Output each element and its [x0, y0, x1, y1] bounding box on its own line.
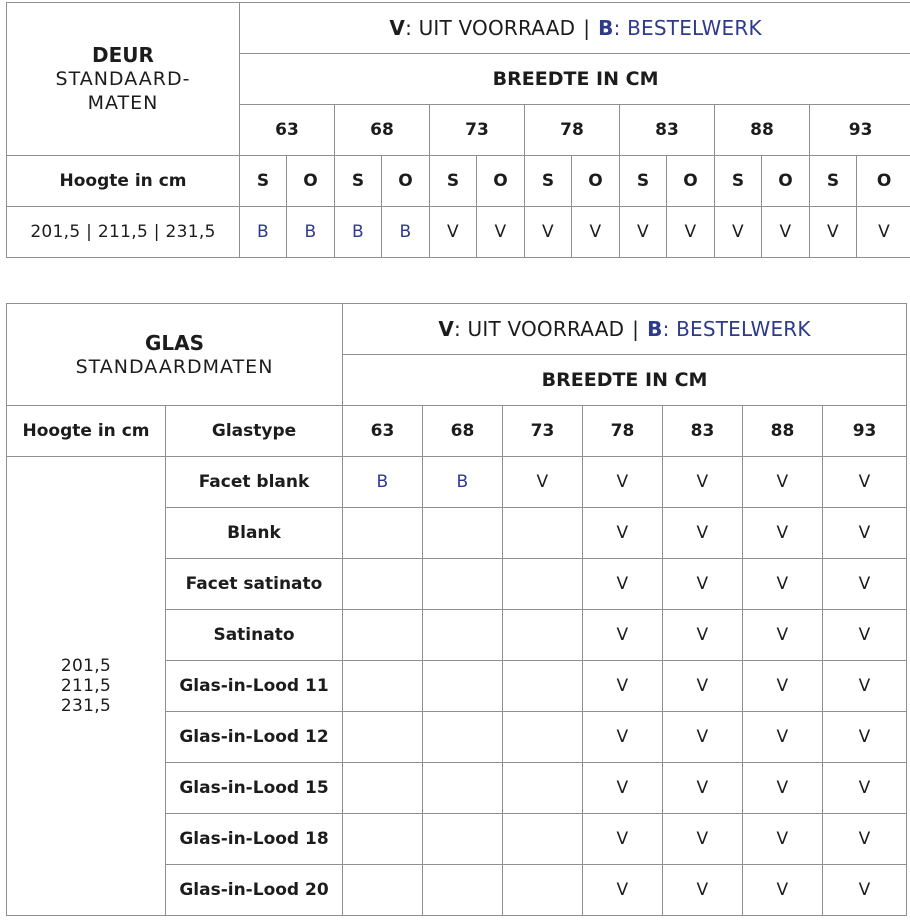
deur-header-cell — [7, 3, 240, 156]
value-cell: V — [743, 661, 823, 712]
value-cell — [343, 712, 423, 763]
glas-table-row — [7, 457, 907, 508]
value-cell — [503, 559, 583, 610]
glas-height-value: 201,5 — [60, 656, 112, 676]
width-cell: 88 — [715, 105, 810, 156]
value-cell — [503, 508, 583, 559]
value-cell: V — [583, 457, 663, 508]
value-cell — [343, 865, 423, 916]
deur-table — [6, 2, 910, 258]
subcol-cell: S — [810, 156, 857, 207]
subcol-cell: O — [382, 156, 430, 207]
glastype-cell: Glas-in-Lood 12 — [166, 712, 343, 763]
glas-table — [6, 303, 907, 916]
legend-v-key: V — [438, 317, 455, 341]
glas-subtitle: STANDAARDMATEN — [75, 355, 274, 378]
subcol-cell: O — [667, 156, 715, 207]
value-cell: B — [423, 457, 503, 508]
value-cell — [423, 661, 503, 712]
width-cell: 93 — [810, 105, 910, 156]
subcol-cell: O — [572, 156, 620, 207]
value-cell — [423, 508, 503, 559]
value-cell — [343, 814, 423, 865]
value-cell: V — [823, 814, 907, 865]
subcol-cell: O — [477, 156, 525, 207]
value-cell — [343, 610, 423, 661]
subcol-cell: S — [620, 156, 667, 207]
value-cell — [503, 814, 583, 865]
glas-heights-cell — [7, 457, 166, 916]
glastype-cell: Blank — [166, 508, 343, 559]
value-cell: V — [583, 559, 663, 610]
value-cell: V — [823, 712, 907, 763]
subcol-cell: O — [857, 156, 910, 207]
legend-b-text: : BESTELWERK — [662, 317, 811, 341]
glastype-cell: Glas-in-Lood 18 — [166, 814, 343, 865]
glastype-cell: Glas-in-Lood 20 — [166, 865, 343, 916]
value-cell: V — [663, 610, 743, 661]
deur-hoogte-label: Hoogte in cm — [7, 156, 240, 207]
value-cell: V — [667, 207, 715, 258]
value-cell: V — [525, 207, 572, 258]
value-cell: V — [572, 207, 620, 258]
value-cell: V — [583, 814, 663, 865]
value-cell — [503, 865, 583, 916]
subcol-cell: S — [430, 156, 477, 207]
value-cell: V — [583, 661, 663, 712]
value-cell: V — [823, 457, 907, 508]
width-cell: 68 — [423, 406, 503, 457]
subcol-cell: S — [715, 156, 762, 207]
glastype-cell: Glas-in-Lood 15 — [166, 763, 343, 814]
value-cell: V — [583, 763, 663, 814]
value-cell — [343, 508, 423, 559]
value-cell: V — [743, 712, 823, 763]
value-cell: V — [663, 814, 743, 865]
value-cell — [343, 559, 423, 610]
width-cell: 93 — [823, 406, 907, 457]
glas-height-value: 231,5 — [60, 696, 112, 716]
value-cell: V — [823, 865, 907, 916]
legend-b-text: : BESTELWERK — [613, 16, 762, 40]
value-cell: V — [583, 610, 663, 661]
value-cell: V — [583, 508, 663, 559]
subcol-cell: S — [240, 156, 287, 207]
value-cell: V — [663, 865, 743, 916]
deur-title: DEUR — [92, 43, 154, 67]
value-cell — [423, 559, 503, 610]
value-cell: V — [663, 508, 743, 559]
value-cell — [503, 610, 583, 661]
value-cell: V — [663, 661, 743, 712]
width-cell: 63 — [343, 406, 423, 457]
value-cell: V — [430, 207, 477, 258]
value-cell — [423, 712, 503, 763]
value-cell: V — [810, 207, 857, 258]
glas-breedte-label: BREEDTE IN CM — [343, 355, 907, 406]
value-cell: V — [823, 559, 907, 610]
glas-legend — [343, 304, 907, 355]
value-cell — [423, 865, 503, 916]
value-cell: V — [743, 508, 823, 559]
deur-breedte-label: BREEDTE IN CM — [240, 54, 910, 105]
width-cell: 68 — [335, 105, 430, 156]
width-cell: 73 — [430, 105, 525, 156]
value-cell: V — [583, 712, 663, 763]
value-cell — [423, 610, 503, 661]
width-cell: 83 — [663, 406, 743, 457]
deur-subcols-row — [7, 156, 910, 207]
value-cell: B — [240, 207, 287, 258]
value-cell — [343, 763, 423, 814]
legend-separator: | — [583, 16, 591, 40]
value-cell: V — [823, 508, 907, 559]
width-cell: 78 — [525, 105, 620, 156]
legend-v-text: : UIT VOORRAAD — [405, 16, 576, 40]
deur-row-height: 201,5 | 211,5 | 231,5 — [7, 207, 240, 258]
value-cell: V — [503, 457, 583, 508]
deur-subtitle-line2: MATEN — [87, 92, 159, 114]
legend-separator: | — [632, 317, 640, 341]
legend-b-key: B — [598, 16, 614, 40]
value-cell: V — [743, 763, 823, 814]
value-cell: V — [663, 763, 743, 814]
value-cell — [503, 763, 583, 814]
glas-column-header-row — [7, 406, 907, 457]
value-cell: V — [663, 457, 743, 508]
value-cell: V — [743, 610, 823, 661]
glas-header-cell — [7, 304, 343, 406]
value-cell: V — [823, 763, 907, 814]
value-cell: V — [743, 559, 823, 610]
glastype-cell: Glas-in-Lood 11 — [166, 661, 343, 712]
subcol-cell: S — [335, 156, 382, 207]
legend-v-text: : UIT VOORRAAD — [454, 317, 625, 341]
value-cell: V — [743, 814, 823, 865]
glas-glastype-label: Glastype — [166, 406, 343, 457]
value-cell: B — [343, 457, 423, 508]
value-cell: V — [743, 865, 823, 916]
value-cell — [423, 763, 503, 814]
value-cell: V — [663, 559, 743, 610]
glas-hoogte-label: Hoogte in cm — [7, 406, 166, 457]
value-cell: B — [287, 207, 335, 258]
value-cell: V — [620, 207, 667, 258]
value-cell — [503, 712, 583, 763]
value-cell: V — [715, 207, 762, 258]
value-cell — [343, 661, 423, 712]
value-cell: V — [823, 610, 907, 661]
glastype-cell: Facet blank — [166, 457, 343, 508]
glastype-cell: Satinato — [166, 610, 343, 661]
value-cell: V — [477, 207, 525, 258]
deur-subtitle-line1: STANDAARD- — [55, 68, 191, 90]
glas-height-value: 211,5 — [60, 676, 112, 696]
subcol-cell: O — [762, 156, 810, 207]
value-cell: V — [663, 712, 743, 763]
legend-v-key: V — [389, 16, 406, 40]
value-cell: B — [335, 207, 382, 258]
subcol-cell: S — [525, 156, 572, 207]
legend-b-key: B — [647, 317, 663, 341]
value-cell: V — [583, 865, 663, 916]
value-cell: V — [762, 207, 810, 258]
value-cell: V — [857, 207, 910, 258]
deur-data-row — [7, 207, 910, 258]
value-cell — [503, 661, 583, 712]
value-cell: V — [823, 661, 907, 712]
width-cell: 83 — [620, 105, 715, 156]
value-cell: V — [743, 457, 823, 508]
subcol-cell: O — [287, 156, 335, 207]
glastype-cell: Facet satinato — [166, 559, 343, 610]
glas-title: GLAS — [144, 330, 205, 355]
width-cell: 73 — [503, 406, 583, 457]
width-cell: 78 — [583, 406, 663, 457]
value-cell: B — [382, 207, 430, 258]
width-cell: 63 — [240, 105, 335, 156]
width-cell: 88 — [743, 406, 823, 457]
deur-legend — [240, 3, 910, 54]
value-cell — [423, 814, 503, 865]
